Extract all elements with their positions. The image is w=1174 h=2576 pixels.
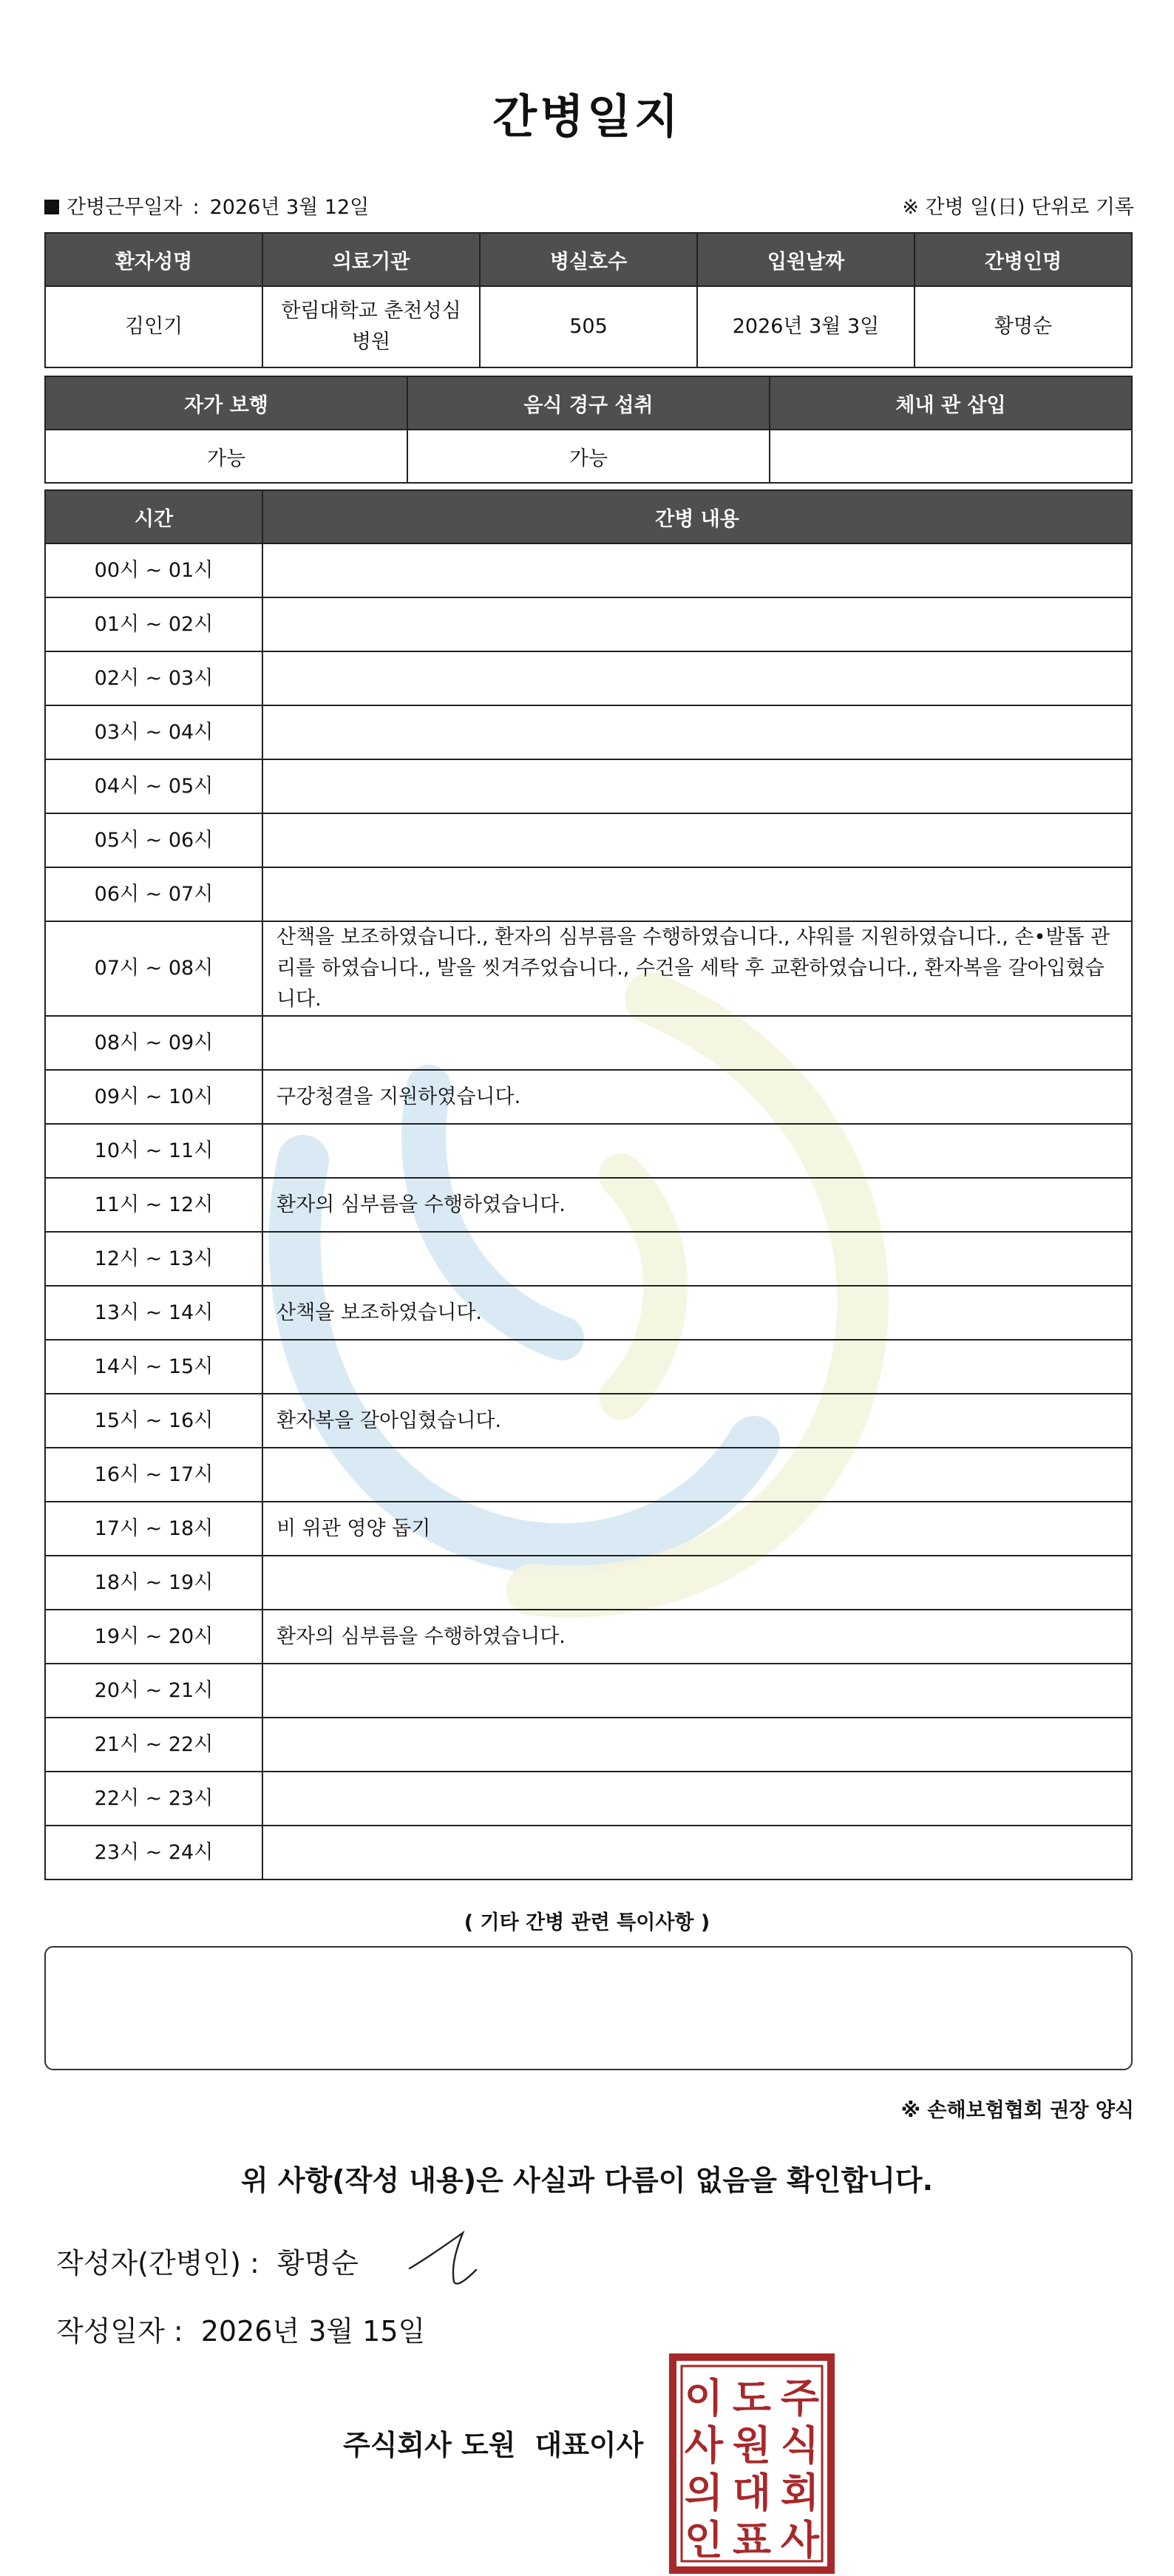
header-tube: 체내 관 삽입: [770, 376, 1132, 430]
company-line: [343, 2422, 643, 2463]
time-slot: 20시 ~ 21시: [45, 1664, 262, 1718]
table-row: [45, 1286, 1132, 1340]
written-date-line: [56, 2308, 425, 2349]
time-slot: 18시 ~ 19시: [45, 1556, 262, 1610]
time-slot: 05시 ~ 06시: [45, 813, 262, 867]
work-date-value: 2026년 3월 12일: [209, 196, 370, 219]
header-time: 시간: [45, 490, 262, 543]
table-row: [45, 651, 1132, 705]
header-walking: 자가 보행: [45, 376, 407, 430]
svg-text:대: 대: [732, 2470, 772, 2516]
document-title: 간병일지: [492, 89, 682, 143]
care-content: [262, 1826, 1132, 1880]
care-content: [262, 543, 1132, 597]
admission-date: 2026년 3월 3일: [697, 286, 915, 367]
care-content: 환자복을 갈아입혔습니다.: [262, 1394, 1132, 1448]
care-content: [262, 1340, 1132, 1394]
header-caregiver: 간병인명: [915, 233, 1132, 286]
patient-name: 김인기: [45, 286, 262, 367]
time-slot: 12시 ~ 13시: [45, 1232, 262, 1286]
svg-text:의: 의: [684, 2470, 724, 2516]
care-content: [262, 1124, 1132, 1178]
work-date-separator: :: [192, 196, 200, 219]
care-content: 환자의 심부름을 수행하였습니다.: [262, 1610, 1132, 1664]
svg-text:원: 원: [732, 2422, 772, 2469]
table-row: [45, 1232, 1132, 1286]
care-content: [262, 1016, 1132, 1070]
care-content: 비 위관 영양 돕기: [262, 1502, 1132, 1556]
svg-text:회: 회: [780, 2470, 820, 2516]
form-footnote: ※ 손해보험협회 권장 양식: [900, 2099, 1134, 2122]
time-slot: 16시 ~ 17시: [45, 1448, 262, 1502]
care-content: [262, 1556, 1132, 1610]
table-row: [45, 1556, 1132, 1610]
table-row: [45, 1610, 1132, 1664]
time-slot: 01시 ~ 02시: [45, 597, 262, 651]
care-content: 구강청결을 지원하였습니다.: [262, 1070, 1132, 1124]
svg-text:인: 인: [684, 2517, 724, 2563]
care-content: [262, 1448, 1132, 1502]
time-slot: 21시 ~ 22시: [45, 1718, 262, 1772]
time-slot: 07시 ~ 08시: [45, 921, 262, 1016]
walking-status: 가능: [45, 430, 407, 483]
work-date: [44, 191, 369, 220]
caregiver-name: 황명순: [915, 286, 1132, 367]
room-number: 505: [480, 286, 697, 367]
time-slot: 08시 ~ 09시: [45, 1016, 262, 1070]
table-row: [45, 1502, 1132, 1556]
table-row: [45, 705, 1132, 759]
care-content: [262, 867, 1132, 921]
svg-text:표: 표: [732, 2517, 772, 2563]
time-slot: 00시 ~ 01시: [45, 543, 262, 597]
svg-text:도: 도: [732, 2375, 772, 2421]
svg-text:사: 사: [780, 2517, 820, 2563]
care-content: [262, 759, 1132, 813]
care-content: [262, 1232, 1132, 1286]
table-row: [45, 597, 1132, 651]
care-content: [262, 705, 1132, 759]
time-slot: 17시 ~ 18시: [45, 1502, 262, 1556]
time-slot: 06시 ~ 07시: [45, 867, 262, 921]
table-row: [45, 1016, 1132, 1070]
care-content: 환자의 심부름을 수행하였습니다.: [262, 1178, 1132, 1232]
company-title: 대표이사: [535, 2429, 644, 2461]
time-slot: 11시 ~ 12시: [45, 1178, 262, 1232]
svg-text:식: 식: [780, 2422, 820, 2469]
care-log-table: [44, 489, 1133, 1880]
remarks-box: [44, 1946, 1133, 2070]
remarks-title: ( 기타 간병 관련 특이사항 ): [464, 1911, 710, 1934]
written-date-value: 2026년 3월 15일: [200, 2315, 426, 2348]
oral-intake-status: 가능: [407, 430, 770, 483]
tube-status: [770, 430, 1132, 483]
header-patient-name: 환자성명: [45, 233, 262, 286]
handwritten-signature: [405, 2227, 486, 2294]
care-content: [262, 813, 1132, 867]
table-row: [45, 759, 1132, 813]
header-room: 병실호수: [480, 233, 697, 286]
care-log-rows: [45, 543, 1132, 1880]
header-oral-intake: 음식 경구 섭취: [407, 376, 770, 430]
time-slot: 14시 ~ 15시: [45, 1340, 262, 1394]
square-bullet-icon: [44, 200, 59, 214]
unit-note: ※ 간병 일(日) 단위로 기록: [902, 196, 1134, 219]
table-row: [45, 921, 1132, 1016]
time-slot: 13시 ~ 14시: [45, 1286, 262, 1340]
table-row: [45, 1124, 1132, 1178]
table-row: [45, 1070, 1132, 1124]
header-hospital: 의료기관: [262, 233, 480, 286]
time-slot: 04시 ~ 05시: [45, 759, 262, 813]
table-row: [45, 1340, 1132, 1394]
writer-line: [56, 2240, 359, 2281]
svg-text:사: 사: [684, 2422, 724, 2469]
writer-label: 작성자(간병인) :: [56, 2247, 259, 2280]
table-row: [45, 813, 1132, 867]
confirmation-statement: 위 사항(작성 내용)은 사실과 다름이 없음을 확인합니다.: [240, 2164, 934, 2197]
svg-text:이: 이: [684, 2375, 724, 2421]
table-row: [45, 1718, 1132, 1772]
table-row: [45, 1664, 1132, 1718]
company-name: 주식회사 도원: [343, 2429, 516, 2461]
time-slot: 03시 ~ 04시: [45, 705, 262, 759]
time-slot: 22시 ~ 23시: [45, 1772, 262, 1826]
time-slot: 09시 ~ 10시: [45, 1070, 262, 1124]
table-row: [45, 1772, 1132, 1826]
written-date-label: 작성일자 :: [56, 2315, 183, 2348]
patient-info-table: [44, 232, 1133, 368]
time-slot: 23시 ~ 24시: [45, 1826, 262, 1880]
svg-text:주: 주: [780, 2375, 820, 2421]
table-row: [45, 1448, 1132, 1502]
care-content: [262, 1664, 1132, 1718]
care-content: 산책을 보조하였습니다.: [262, 1286, 1132, 1340]
writer-name: 황명순: [276, 2247, 359, 2280]
company-seal: [667, 2351, 837, 2576]
patient-status-table: [44, 376, 1133, 484]
time-slot: 10시 ~ 11시: [45, 1124, 262, 1178]
table-row: [45, 1178, 1132, 1232]
care-content: 산책을 보조하였습니다., 환자의 심부름을 수행하였습니다., 샤워를 지원하였습니다., 손•발톱 관리를 하였습니다., 발을 씻겨주었습니다., 수건을 세탁 후 교환하였습니다., 환자복을 갈아입혔습니다.: [262, 921, 1132, 1016]
table-row: [45, 543, 1132, 597]
care-content: [262, 651, 1132, 705]
care-content: [262, 597, 1132, 651]
table-row: [45, 1826, 1132, 1880]
header-admission-date: 입원날짜: [697, 233, 915, 286]
table-row: [45, 1394, 1132, 1448]
care-content: [262, 1718, 1132, 1772]
work-date-label: 간병근무일자: [67, 196, 183, 219]
time-slot: 02시 ~ 03시: [45, 651, 262, 705]
header-care-content: 간병 내용: [262, 490, 1132, 543]
time-slot: 19시 ~ 20시: [45, 1610, 262, 1664]
hospital-name: 한림대학교 춘천성심병원: [262, 286, 480, 367]
care-content: [262, 1772, 1132, 1826]
time-slot: 15시 ~ 16시: [45, 1394, 262, 1448]
table-row: [45, 867, 1132, 921]
